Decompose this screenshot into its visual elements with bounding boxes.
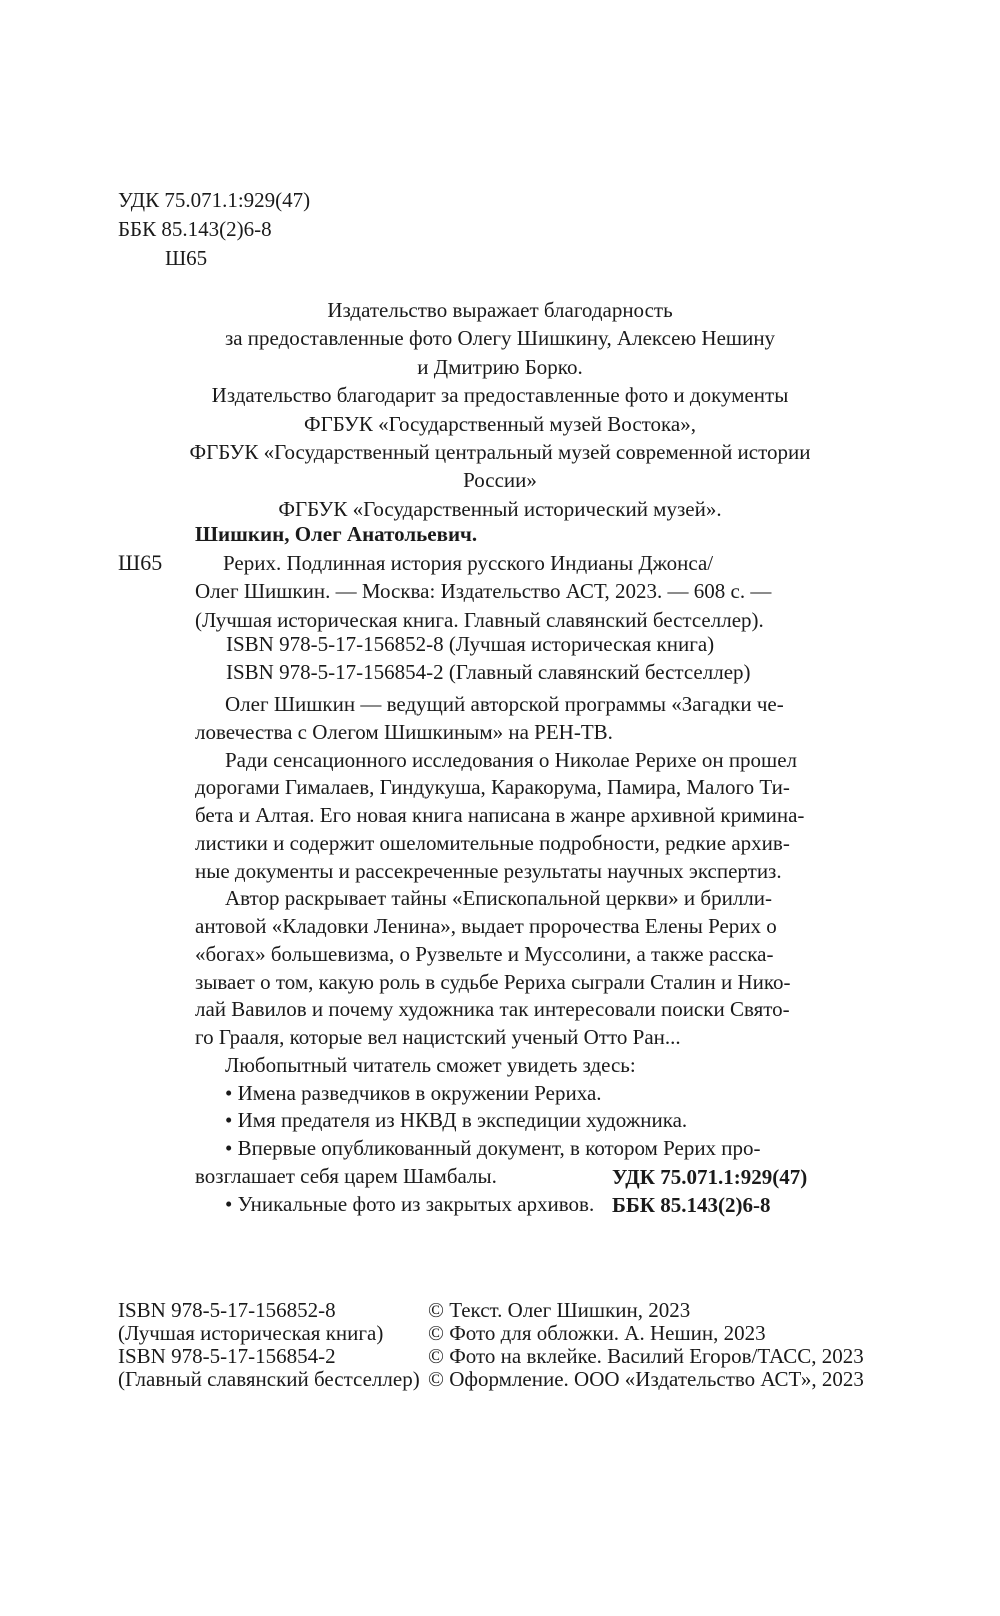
acknowledgement-block xyxy=(0,296,1000,523)
copyright-block xyxy=(428,1299,864,1391)
acknowledgement-line: ФГБУК «Государственный центральный музей современной истории xyxy=(189,439,811,464)
description-line: Рерих. Подлинная история русского Индианы Джонса/ xyxy=(223,550,714,575)
acknowledgement-line: России» xyxy=(463,468,537,493)
author-heading: Шишкин, Олег Анатольевич. xyxy=(195,522,478,546)
author-code: Ш65 xyxy=(165,246,208,270)
annotation-intro: Любопытный читатель сможет увидеть здесь: xyxy=(225,1052,636,1077)
imprint-isbn-line: (Главный славянский бестселлер) xyxy=(118,1367,420,1391)
bullet-item: • Имена разведчиков в окружении Рериха. xyxy=(225,1080,602,1105)
udk-code-bottom: УДК 75.071.1:929(47) xyxy=(612,1165,808,1189)
acknowledgement-line: Издательство выражает благодарность xyxy=(327,298,673,322)
udk-code: УДК 75.071.1:929(47) xyxy=(118,188,311,212)
acknowledgement-line: ФГБУК «Государственный музей Востока», xyxy=(303,411,696,436)
bbk-code-bottom: ББК 85.143(2)6-8 xyxy=(612,1193,771,1217)
classification-block xyxy=(118,186,310,273)
annotation-line: го Грааля, которые вел нацистский ученый Отто Ран... xyxy=(195,1025,681,1049)
annotation-line: дорогами Гималаев, Гиндукуша, Каракорума, Памира, Малого Ти- xyxy=(195,775,790,800)
isbn-line: ISBN 978-5-17-156852-8 (Лучшая историческая книга) xyxy=(226,632,715,656)
annotation-line: лай Вавилов и почему художника так интересовали поиски Свято- xyxy=(195,997,790,1022)
annotation-line: Автор раскрывает тайны «Епископальной церкви» и брилли- xyxy=(225,886,773,911)
copyright-line: © Фото для обложки. А. Нешин, 2023 xyxy=(428,1321,766,1345)
isbn-block xyxy=(226,630,751,686)
annotation-line: ловечества с Олегом Шишкиным» на РЕН-ТВ. xyxy=(195,719,613,744)
annotation-line: антовой «Кладовки Ленина», выдает пророчества Елены Рерих о xyxy=(195,914,777,938)
annotation-line: листики и содержит ошеломительные подробности, редкие архив- xyxy=(195,830,790,855)
annotation-line: зывает о том, какую роль в судьбе Рериха сыграли Сталин и Нико- xyxy=(195,969,791,994)
annotation-line: Олег Шишкин — ведущий авторской программы «Загадки че- xyxy=(225,692,784,716)
description-line: Олег Шишкин. — Москва: Издательство АСТ, 2023. — 608 с. — xyxy=(195,579,772,604)
bullet-item-continuation: возглашает себя царем Шамбалы. xyxy=(195,1163,497,1188)
annotation-block xyxy=(195,691,835,1218)
acknowledgement-line: Издательство благодарит за предоставленные фото и документы xyxy=(211,383,789,408)
bbk-code: ББК 85.143(2)6-8 xyxy=(118,217,272,241)
bottom-classification xyxy=(612,1163,807,1219)
copyright-line: © Оформление. ООО «Издательство АСТ», 2023 xyxy=(428,1367,864,1391)
isbn-line: ISBN 978-5-17-156854-2 (Главный славянский бестселлер) xyxy=(226,660,751,684)
annotation-line: Ради сенсационного исследования о Николае Рерихе он прошел xyxy=(225,747,798,772)
bibliographic-record xyxy=(195,520,845,634)
acknowledgement-line: и Дмитрию Борко. xyxy=(417,354,583,379)
bullet-item: • Впервые опубликованный документ, в котором Рерих про- xyxy=(225,1136,761,1160)
acknowledgement-line: за предоставленные фото Олегу Шишкину, Алексею Нешину xyxy=(224,326,776,351)
imprint-isbn-block xyxy=(118,1299,420,1391)
description-line: (Лучшая историческая книга. Главный славянский бестселлер). xyxy=(195,607,764,632)
imprint-isbn-line: ISBN 978-5-17-156854-2 xyxy=(118,1344,336,1368)
biblio-author-code: Ш65 xyxy=(118,550,163,575)
annotation-line: «богах» большевизма, о Рузвельте и Муссолини, а также расска- xyxy=(195,941,774,966)
imprint-isbn-line: ISBN 978-5-17-156852-8 xyxy=(118,1298,336,1322)
annotation-line: бета и Алтая. Его новая книга написана в жанре архивной кримина- xyxy=(195,803,805,827)
bullet-item: • Имя предателя из НКВД в экспедиции художника. xyxy=(225,1108,688,1133)
copyright-line: © Фото на вклейке. Василий Егоров/ТАСС, 2023 xyxy=(428,1344,864,1368)
annotation-line: ные документы и рассекреченные результаты научных экспертиз. xyxy=(195,858,782,883)
acknowledgement-line: ФГБУК «Государственный исторический музей». xyxy=(278,496,722,521)
bullet-item: • Уникальные фото из закрытых архивов. xyxy=(225,1191,595,1216)
imprint-isbn-line: (Лучшая историческая книга) xyxy=(118,1321,384,1345)
copyright-line: © Текст. Олег Шишкин, 2023 xyxy=(428,1298,691,1322)
